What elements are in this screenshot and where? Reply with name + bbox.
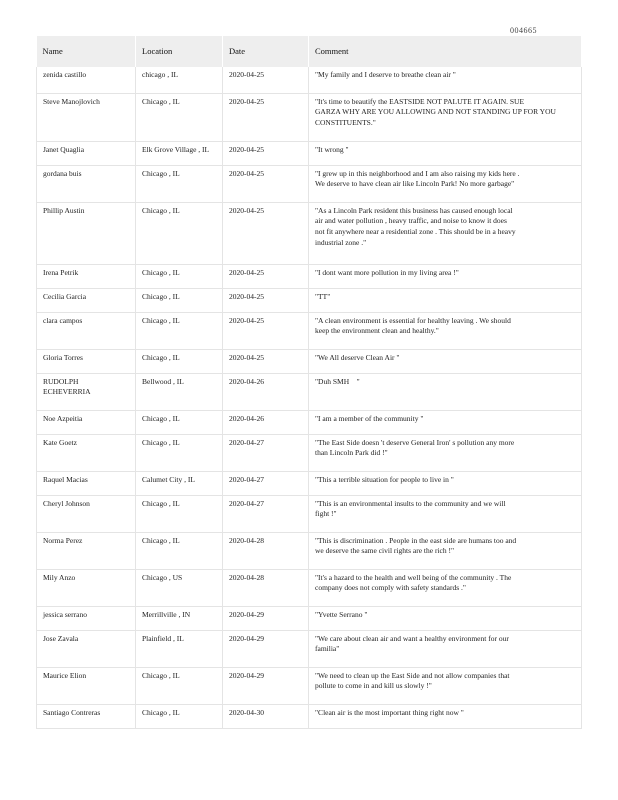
column-header-comment: Comment xyxy=(309,36,582,67)
cell-location: Chicago , IL xyxy=(136,312,223,349)
cell-date: 2020-04-25 xyxy=(223,93,309,141)
cell-comment: "A clean environment is essential for healthy leaving . We should keep the environment clean and healthy." xyxy=(309,312,582,349)
column-header-name: Name xyxy=(37,36,136,67)
cell-date: 2020-04-29 xyxy=(223,667,309,704)
table-row xyxy=(37,532,582,569)
cell-date: 2020-04-25 xyxy=(223,202,309,264)
table-row xyxy=(37,606,582,630)
table-row xyxy=(37,264,582,288)
table-row xyxy=(37,349,582,373)
cell-date: 2020-04-27 xyxy=(223,434,309,471)
cell-comment: "This is discrimination . People in the east side are humans too and we deserve the same civil rights are the rich !" xyxy=(309,532,582,569)
cell-location: Chicago , IL xyxy=(136,704,223,728)
cell-location: Chicago , IL xyxy=(136,288,223,312)
cell-comment: "Yvette Serrano " xyxy=(309,606,582,630)
cell-location: Chicago , IL xyxy=(136,165,223,202)
cell-name: Noe Azpeitia xyxy=(37,410,136,434)
cell-date: 2020-04-25 xyxy=(223,349,309,373)
cell-date: 2020-04-25 xyxy=(223,288,309,312)
table-row xyxy=(37,667,582,704)
column-header-location: Location xyxy=(136,36,223,67)
cell-location: Merrillville , IN xyxy=(136,606,223,630)
cell-comment: "We need to clean up the East Side and not allow companies that pollute to come in and kill us slowly !" xyxy=(309,667,582,704)
cell-name: Cecilia Garcia xyxy=(37,288,136,312)
cell-location: Chicago , IL xyxy=(136,264,223,288)
cell-date: 2020-04-25 xyxy=(223,141,309,165)
cell-name: RUDOLPH ECHEVERRIA xyxy=(37,373,136,410)
cell-comment: "My family and I deserve to breathe clean air " xyxy=(309,67,582,93)
cell-date: 2020-04-25 xyxy=(223,264,309,288)
cell-name: jessica serrano xyxy=(37,606,136,630)
cell-comment: "The East Side doesn 't deserve General Iron' s pollution any more than Lincoln Park did !" xyxy=(309,434,582,471)
cell-location: Chicago , IL xyxy=(136,202,223,264)
cell-comment: "This is an environmental insults to the community and we will fight !" xyxy=(309,495,582,532)
cell-date: 2020-04-28 xyxy=(223,569,309,606)
cell-name: Maurice Elion xyxy=(37,667,136,704)
cell-location: Plainfield , IL xyxy=(136,630,223,667)
cell-date: 2020-04-30 xyxy=(223,704,309,728)
table-row xyxy=(37,704,582,728)
cell-comment: "TT" xyxy=(309,288,582,312)
cell-comment: "I grew up in this neighborhood and I am also raising my kids here . We deserve to have clean air like Lincoln Park! No more garbage" xyxy=(309,165,582,202)
table-row xyxy=(37,165,582,202)
cell-name: Jose Zavala xyxy=(37,630,136,667)
cell-location: Chicago , IL xyxy=(136,434,223,471)
cell-name: zenida castillo xyxy=(37,67,136,93)
cell-comment: "It's time to beautify the EASTSIDE NOT PALUTE IT AGAIN. SUE GARZA WHY ARE YOU ALLOWING AND NOT STANDING UP FOR YOU CONSTITUENTS." xyxy=(309,93,582,141)
table-row xyxy=(37,373,582,410)
table-row xyxy=(37,93,582,141)
cell-comment: "I dont want more pollution in my living area !" xyxy=(309,264,582,288)
cell-name: Cheryl Johnson xyxy=(37,495,136,532)
signatures-table xyxy=(36,36,582,729)
cell-name: Steve Manojlovich xyxy=(37,93,136,141)
cell-location: Elk Grove Village , IL xyxy=(136,141,223,165)
column-header-date: Date xyxy=(223,36,309,67)
table-header-row xyxy=(37,36,582,67)
cell-date: 2020-04-28 xyxy=(223,532,309,569)
cell-comment: "As a Lincoln Park resident this business has caused enough local air and water pollution , heavy traffic, and noise to know it does not fit anywhere near a residential zone . This should be in a heavy industrial zone ." xyxy=(309,202,582,264)
cell-date: 2020-04-26 xyxy=(223,410,309,434)
cell-name: Gloria Torres xyxy=(37,349,136,373)
cell-location: Bellwood , IL xyxy=(136,373,223,410)
table-row xyxy=(37,471,582,495)
cell-name: Raquel Macias xyxy=(37,471,136,495)
cell-location: Calumet City , IL xyxy=(136,471,223,495)
table-row xyxy=(37,434,582,471)
cell-comment: "Clean air is the most important thing right now " xyxy=(309,704,582,728)
cell-location: Chicago , IL xyxy=(136,93,223,141)
table-body xyxy=(37,67,582,728)
cell-location: Chicago , IL xyxy=(136,667,223,704)
table-row xyxy=(37,202,582,264)
cell-location: Chicago , IL xyxy=(136,349,223,373)
cell-location: Chicago , IL xyxy=(136,495,223,532)
cell-name: Phillip Austin xyxy=(37,202,136,264)
cell-location: chicago , IL xyxy=(136,67,223,93)
cell-date: 2020-04-25 xyxy=(223,165,309,202)
cell-date: 2020-04-25 xyxy=(223,67,309,93)
cell-name: Kate Goetz xyxy=(37,434,136,471)
cell-date: 2020-04-25 xyxy=(223,312,309,349)
cell-date: 2020-04-29 xyxy=(223,630,309,667)
cell-name: Irena Petrik xyxy=(37,264,136,288)
cell-comment: "We care about clean air and want a healthy environment for our familia" xyxy=(309,630,582,667)
table-row xyxy=(37,495,582,532)
cell-name: Janet Quaglia xyxy=(37,141,136,165)
cell-location: Chicago , US xyxy=(136,569,223,606)
table-row xyxy=(37,312,582,349)
table-row xyxy=(37,630,582,667)
table-row xyxy=(37,67,582,93)
cell-date: 2020-04-27 xyxy=(223,471,309,495)
cell-comment: "We All deserve Clean Air " xyxy=(309,349,582,373)
cell-comment: "This a terrible situation for people to live in " xyxy=(309,471,582,495)
cell-date: 2020-04-26 xyxy=(223,373,309,410)
cell-comment: "I am a member of the community " xyxy=(309,410,582,434)
table-row xyxy=(37,288,582,312)
cell-name: Mily Anzo xyxy=(37,569,136,606)
table-row xyxy=(37,569,582,606)
cell-comment: "It wrong " xyxy=(309,141,582,165)
cell-location: Chicago , IL xyxy=(136,410,223,434)
page-id: 004665 xyxy=(510,26,537,35)
cell-name: Norma Perez xyxy=(37,532,136,569)
cell-date: 2020-04-29 xyxy=(223,606,309,630)
table-row xyxy=(37,410,582,434)
cell-location: Chicago , IL xyxy=(136,532,223,569)
cell-name: clara campos xyxy=(37,312,136,349)
cell-comment: "It's a hazard to the health and well being of the community . The company does not comply with safety standards ." xyxy=(309,569,582,606)
table-row xyxy=(37,141,582,165)
cell-comment: "Duh SMH " xyxy=(309,373,582,410)
cell-date: 2020-04-27 xyxy=(223,495,309,532)
cell-name: gordana buis xyxy=(37,165,136,202)
cell-name: Santiago Contreras xyxy=(37,704,136,728)
